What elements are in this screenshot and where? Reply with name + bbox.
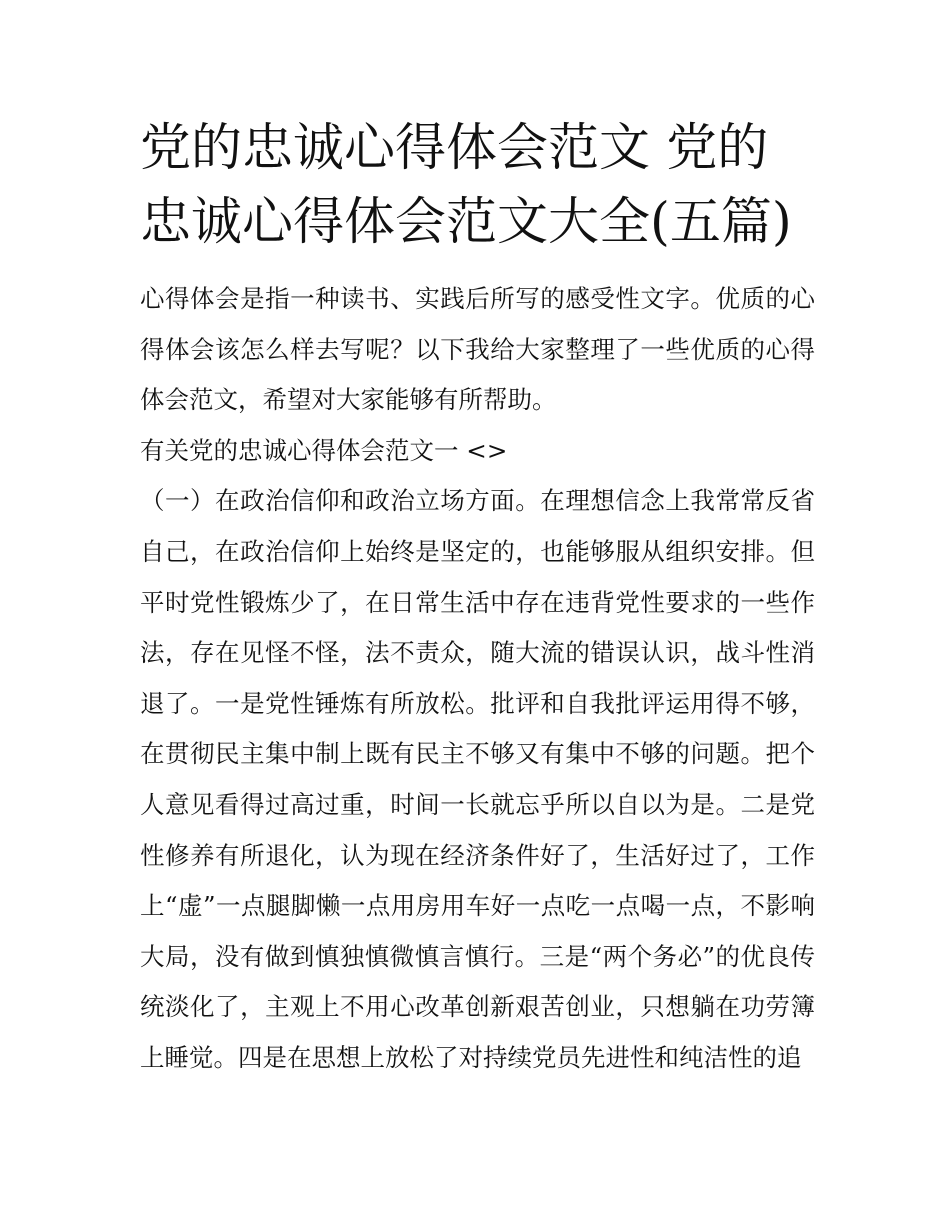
section-heading: 有关党的忠诚心得体会范文一 <> [140, 435, 508, 465]
document-title: 党的忠诚心得体会范文 党的忠诚心得体会范文大全(五篇) [140, 119, 792, 252]
intro-paragraph: 心得体会是指一种读书、实践后所写的感受性文字。优质的心得体会该怎么样去写呢？以下我给大家整理了一些优质的心得体会范文，希望对大家能够有所帮助。 [140, 284, 815, 415]
document-page [140, 112, 815, 1084]
body-paragraph: （一）在政治信仰和政治立场方面。在理想信念上我常常反省自己，在政治信仰上始终是坚定的，也能够服从组织安排。但平时党性锻炼少了，在日常生活中存在违背党性要求的一些作法，存在见怪不怪，法不责众，随大流的错误认识，战斗性消退了。一是党性锤炼有所放松。批评和自我批评运用得不够，在贯彻民主集中制上既有民主不够又有集中不够的问题。把个人意见看得过高过重，时间一长就忘乎所以自以为是。二是党性修养有所退化，认为现在经济条件好了，生活好过了，工作上“虚”一点腿脚懒一点用房用车好一点吃一点喝一点，不影响大局，没有做到慎独慎微慎言慎行。三是“两个务必”的优良传统淡化了，主观上不用心改革创新艰苦创业，只想躺在功劳簿上睡觉。四是在思想上放松了对持续党员先进性和纯洁性的追 [140, 486, 815, 1072]
